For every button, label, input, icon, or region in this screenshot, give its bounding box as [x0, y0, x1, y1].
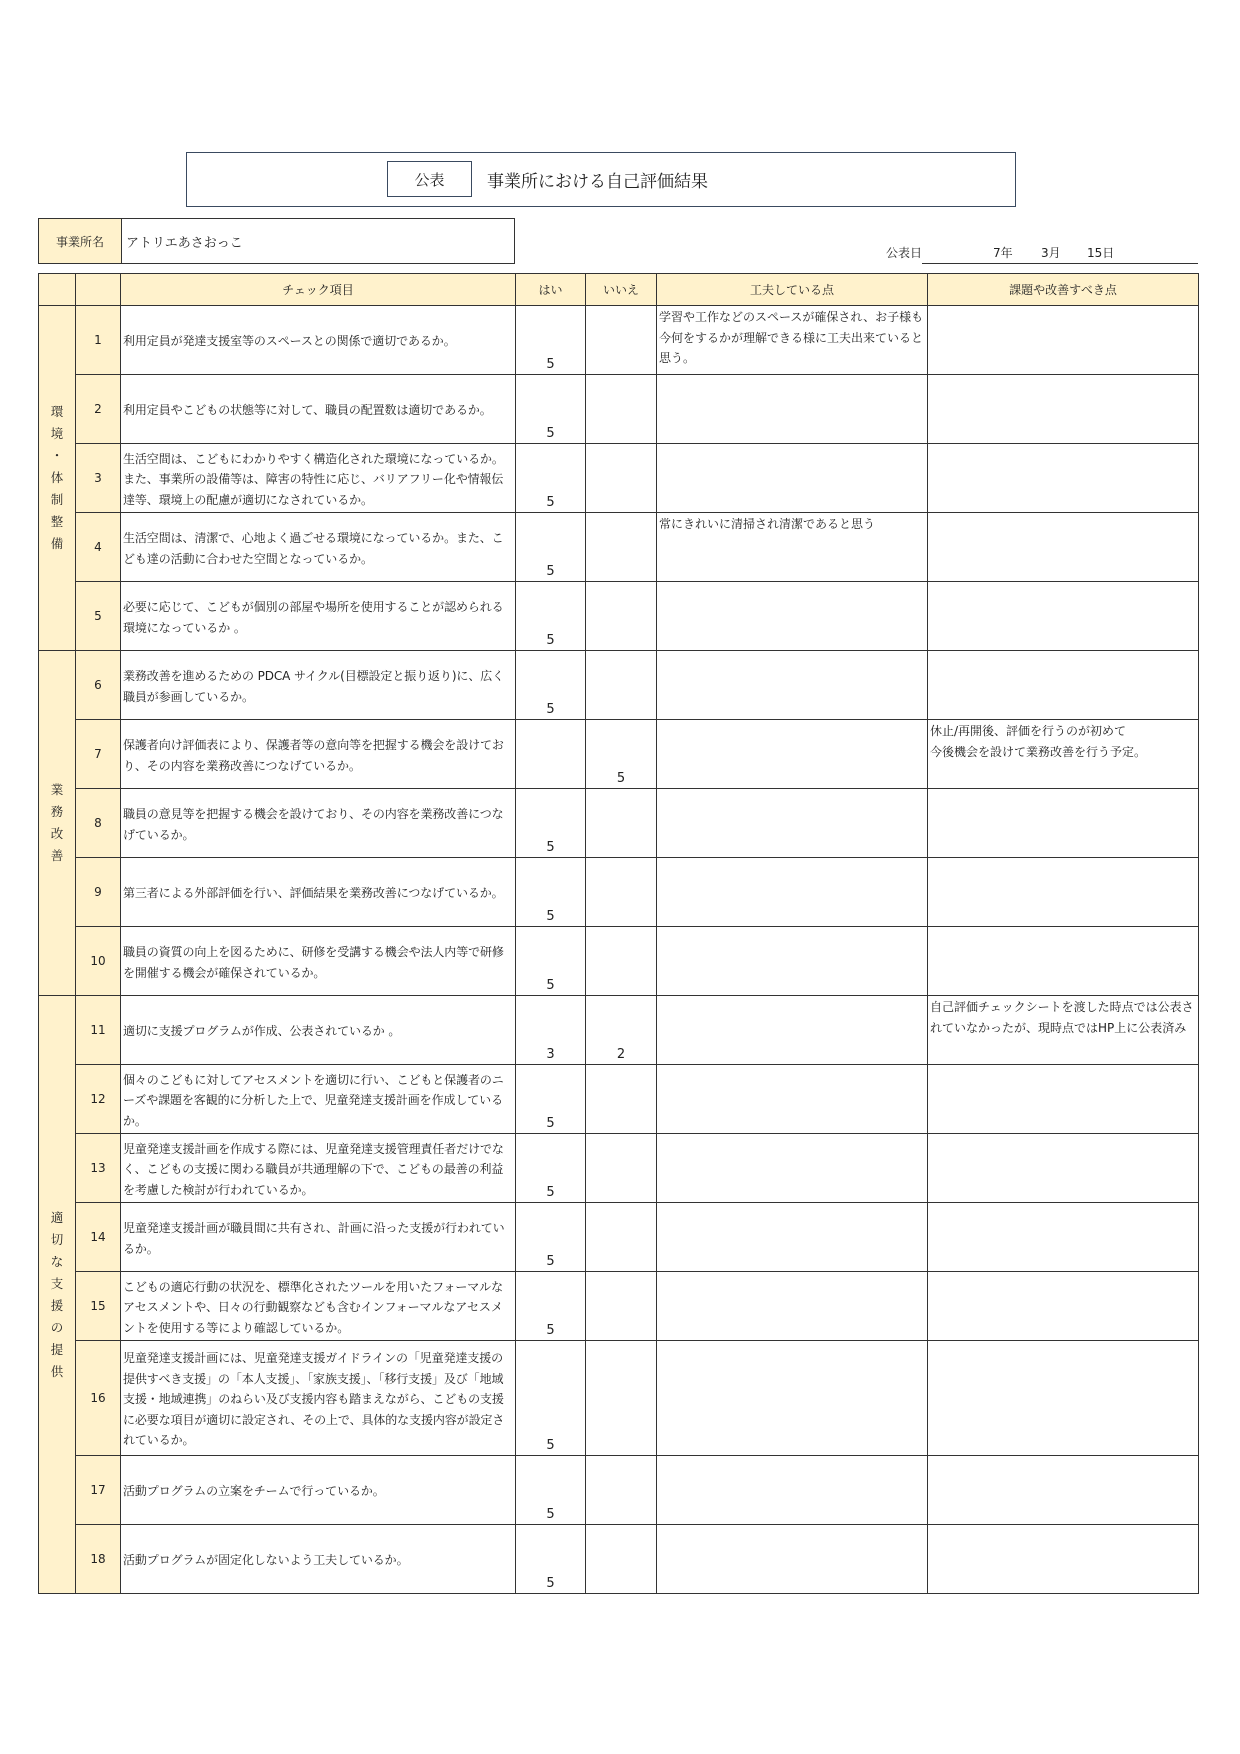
issues-text: [928, 1203, 1199, 1272]
table-row: [39, 720, 1199, 789]
good-points-text: [657, 927, 928, 996]
item-number: 11: [76, 996, 121, 1065]
yes-count-cell: [516, 651, 586, 720]
issues-text: [928, 582, 1199, 651]
category-char: の: [50, 1319, 64, 1335]
issues-text: [928, 1525, 1199, 1594]
check-item-text: 利用定員が発達支援室等のスペースとの関係で適切であるか。: [121, 306, 516, 375]
table-row: [39, 375, 1199, 444]
evaluation-table: [38, 273, 1199, 1594]
good-points-text: [657, 996, 928, 1065]
no-count-cell: [586, 306, 657, 375]
item-number: 13: [76, 1134, 121, 1203]
yes-count: 5: [546, 1438, 555, 1453]
category-char: な: [50, 1253, 64, 1269]
title-box: [186, 152, 1016, 207]
yes-count-cell: [516, 1134, 586, 1203]
header-number: [76, 274, 121, 306]
item-number: 3: [76, 444, 121, 513]
issues-text: [928, 375, 1199, 444]
category-char: ・: [50, 448, 64, 463]
good-points-text: [657, 858, 928, 927]
check-item-text: 利用定員やこどもの状態等に対して、職員の配置数は適切であるか。: [121, 375, 516, 444]
table-row: [39, 927, 1199, 996]
no-count-cell: [586, 789, 657, 858]
yes-count-cell: [516, 1272, 586, 1341]
yes-count: 5: [546, 633, 555, 648]
item-number: 8: [76, 789, 121, 858]
issues-text: 自己評価チェックシートを渡した時点では公表されていなかったが、現時点ではHP上に公表済み: [928, 996, 1199, 1065]
check-item-text: 職員の資質の向上を図るために、研修を受講する機会や法人内等で研修を開催する機会が確保されているか。: [121, 927, 516, 996]
category-char: 改: [50, 826, 64, 841]
good-points-text: [657, 1341, 928, 1456]
item-number: 2: [76, 375, 121, 444]
header-no: いいえ: [586, 274, 657, 306]
yes-count: 3: [546, 1047, 555, 1062]
issues-text: [928, 1456, 1199, 1525]
item-number: 6: [76, 651, 121, 720]
publish-date-year: 7年: [993, 246, 1013, 260]
table-row: [39, 1456, 1199, 1525]
issues-text: [928, 1134, 1199, 1203]
page-title: 事業所における自己評価結果: [487, 172, 708, 192]
item-number: 18: [76, 1525, 121, 1594]
category-char: 供: [50, 1363, 64, 1379]
category-char: 体: [50, 470, 64, 485]
category-char: 制: [50, 492, 64, 507]
yes-count: 5: [546, 909, 555, 924]
category-cell: [39, 996, 76, 1594]
table-row: [39, 513, 1199, 582]
check-item-text: こどもの適応行動の状況を、標準化されたツールを用いたフォーマルなアセスメントや、日々の行動観察なども含むインフォーマルなアセスメントを使用する等により確認しているか。: [121, 1272, 516, 1341]
table-header-row: [39, 274, 1199, 306]
issues-text: [928, 306, 1199, 375]
yes-count-cell: [516, 1065, 586, 1134]
no-count-cell: [586, 1203, 657, 1272]
category-char: 境: [50, 426, 64, 441]
category-char: 整: [50, 514, 64, 529]
date-underline: [922, 263, 1198, 264]
good-points-text: [657, 1456, 928, 1525]
check-item-text: 適切に支援プログラムが作成、公表されているか 。: [121, 996, 516, 1065]
yes-count-cell: [516, 513, 586, 582]
yes-count-cell: [516, 720, 586, 789]
item-number: 10: [76, 927, 121, 996]
category-char: 提: [50, 1341, 64, 1357]
item-number: 12: [76, 1065, 121, 1134]
no-count-cell: [586, 513, 657, 582]
no-count: 2: [616, 1047, 626, 1062]
table-row: [39, 1272, 1199, 1341]
item-number: 1: [76, 306, 121, 375]
check-item-text: 児童発達支援計画を作成する際には、児童発達支援管理責任者だけでなく、こどもの支援に関わる職員が共通理解の下で、こどもの最善の利益を考慮した検討が行われているか。: [121, 1134, 516, 1203]
good-points-text: [657, 582, 928, 651]
yes-count-cell: [516, 1456, 586, 1525]
no-count-cell: [586, 582, 657, 651]
table-row: [39, 1525, 1199, 1594]
yes-count-cell: [516, 996, 586, 1065]
issues-text: [928, 1065, 1199, 1134]
good-points-text: 学習や工作などのスペースが確保され、お子様も今何をするかが理解できる様に工夫出来ていると思う。: [657, 306, 928, 375]
item-number: 14: [76, 1203, 121, 1272]
no-count-cell: [586, 996, 657, 1065]
yes-count-cell: [516, 444, 586, 513]
good-points-text: [657, 1272, 928, 1341]
check-item-text: 職員の意見等を把握する機会を設けており、その内容を業務改善につなげているか。: [121, 789, 516, 858]
issues-text: [928, 1341, 1199, 1456]
yes-count-cell: [516, 858, 586, 927]
yes-count-cell: [516, 1203, 586, 1272]
publication-badge: 公表: [387, 161, 472, 197]
good-points-text: [657, 444, 928, 513]
check-item-text: 児童発達支援計画が職員間に共有され、計画に沿った支援が行われているか。: [121, 1203, 516, 1272]
no-count-cell: [586, 1456, 657, 1525]
facility-label: 事業所名: [39, 219, 122, 263]
yes-count: 5: [546, 840, 555, 855]
category-char: 援: [50, 1297, 64, 1313]
item-number: 5: [76, 582, 121, 651]
yes-count: 5: [546, 1254, 555, 1269]
category-char: 務: [50, 804, 64, 819]
good-points-text: [657, 720, 928, 789]
facility-name: アトリエあさおっこ: [126, 235, 243, 251]
no-count-cell: [586, 1065, 657, 1134]
issues-text: [928, 789, 1199, 858]
table-row: [39, 444, 1199, 513]
header-yes: はい: [516, 274, 586, 306]
no-count-cell: [586, 1134, 657, 1203]
yes-count: 5: [546, 978, 555, 993]
yes-count: 5: [546, 1116, 555, 1131]
check-item-text: 業務改善を進めるための PDCA サイクル(目標設定と振り返り)に、広く職員が参画しているか。: [121, 651, 516, 720]
header-check-item: チェック項目: [121, 274, 516, 306]
yes-count-cell: [516, 927, 586, 996]
good-points-text: [657, 1203, 928, 1272]
no-count-cell: [586, 651, 657, 720]
no-count-cell: [586, 927, 657, 996]
category-char: 業: [50, 782, 64, 797]
check-item-text: 第三者による外部評価を行い、評価結果を業務改善につなげているか。: [121, 858, 516, 927]
issues-text: 休止/再開後、評価を行うのが初めて 今後機会を設けて業務改善を行う予定。: [928, 720, 1199, 789]
yes-count: 5: [546, 357, 555, 372]
yes-count: 5: [546, 702, 555, 717]
table-row: [39, 858, 1199, 927]
category-char: 備: [50, 536, 64, 551]
yes-count-cell: [516, 582, 586, 651]
check-item-text: 個々のこどもに対してアセスメントを適切に行い、こどもと保護者のニーズや課題を客観的に分析した上で、児童発達支援計画を作成しているか。: [121, 1065, 516, 1134]
table-row: [39, 789, 1199, 858]
table-row: [39, 651, 1199, 720]
issues-text: [928, 513, 1199, 582]
check-item-text: 必要に応じて、こどもが個別の部屋や場所を使用することが認められる環境になっているか 。: [121, 582, 516, 651]
table-row: [39, 1134, 1199, 1203]
no-count: 5: [616, 771, 626, 786]
issues-text: [928, 444, 1199, 513]
yes-count-cell: [516, 1341, 586, 1456]
no-count-cell: [586, 444, 657, 513]
issues-text: [928, 651, 1199, 720]
item-number: 16: [76, 1341, 121, 1456]
table-row: [39, 1065, 1199, 1134]
good-points-text: [657, 1065, 928, 1134]
check-item-text: 生活空間は、こどもにわかりやすく構造化された環境になっているか。また、事業所の設備等は、障害の特性に応じ、バリアフリー化や情報伝達等、環境上の配慮が適切になされているか。: [121, 444, 516, 513]
good-points-text: [657, 789, 928, 858]
category-char: 環: [50, 404, 64, 419]
yes-count: 5: [546, 1323, 555, 1338]
yes-count: 5: [546, 495, 555, 510]
category-cell: [39, 306, 76, 651]
yes-count-cell: [516, 789, 586, 858]
yes-count: 5: [546, 1185, 555, 1200]
check-item-text: 生活空間は、清潔で、心地よく過ごせる環境になっているか。また、こども達の活動に合わせた空間となっているか。: [121, 513, 516, 582]
header-category: [39, 274, 76, 306]
header-good-points: 工夫している点: [657, 274, 928, 306]
item-number: 15: [76, 1272, 121, 1341]
table-row: [39, 1341, 1199, 1456]
check-item-text: 児童発達支援計画には、児童発達支援ガイドラインの「児童発達支援の提供すべき支援」の「本人支援」、「家族支援」、「移行支援」及び「地域支援・地域連携」のねらい及び支援内容も踏まえながら、こどもの支援に必要な項目が適切に設定され、その上で、具体的な支援内容が設定されているか。: [121, 1341, 516, 1456]
category-char: 切: [50, 1231, 64, 1247]
good-points-text: [657, 1134, 928, 1203]
yes-count: 5: [546, 1507, 555, 1522]
good-points-text: [657, 651, 928, 720]
category-cell: [39, 651, 76, 996]
yes-count: 5: [546, 1576, 555, 1591]
good-points-text: [657, 375, 928, 444]
issues-text: [928, 1272, 1199, 1341]
no-count-cell: [586, 1341, 657, 1456]
good-points-text: 常にきれいに清掃され清潔であると思う: [657, 513, 928, 582]
no-count-cell: [586, 375, 657, 444]
item-number: 7: [76, 720, 121, 789]
category-char: 善: [50, 848, 64, 863]
publish-date-day: 15日: [1087, 246, 1115, 260]
good-points-text: [657, 1525, 928, 1594]
category-char: 支: [50, 1275, 64, 1291]
facility-name-box: [38, 218, 515, 264]
check-item-text: 活動プログラムの立案をチームで行っているか。: [121, 1456, 516, 1525]
no-count-cell: [586, 858, 657, 927]
issues-text: [928, 858, 1199, 927]
yes-count-cell: [516, 306, 586, 375]
header-issues: 課題や改善すべき点: [928, 274, 1199, 306]
check-item-text: 保護者向け評価表により、保護者等の意向等を把握する機会を設けており、その内容を業務改善につなげているか。: [121, 720, 516, 789]
yes-count-cell: [516, 1525, 586, 1594]
publish-date-label: 公表日: [886, 246, 923, 260]
table-row: [39, 996, 1199, 1065]
yes-count: 5: [546, 426, 555, 441]
no-count-cell: [586, 720, 657, 789]
yes-count: 5: [546, 564, 555, 579]
item-number: 17: [76, 1456, 121, 1525]
category-char: 適: [50, 1209, 64, 1225]
table-row: [39, 306, 1199, 375]
check-item-text: 活動プログラムが固定化しないよう工夫しているか。: [121, 1525, 516, 1594]
table-row: [39, 1203, 1199, 1272]
issues-text: [928, 927, 1199, 996]
publish-date-month: 3月: [1041, 246, 1061, 260]
table-row: [39, 582, 1199, 651]
no-count-cell: [586, 1525, 657, 1594]
item-number: 4: [76, 513, 121, 582]
no-count-cell: [586, 1272, 657, 1341]
item-number: 9: [76, 858, 121, 927]
yes-count-cell: [516, 375, 586, 444]
